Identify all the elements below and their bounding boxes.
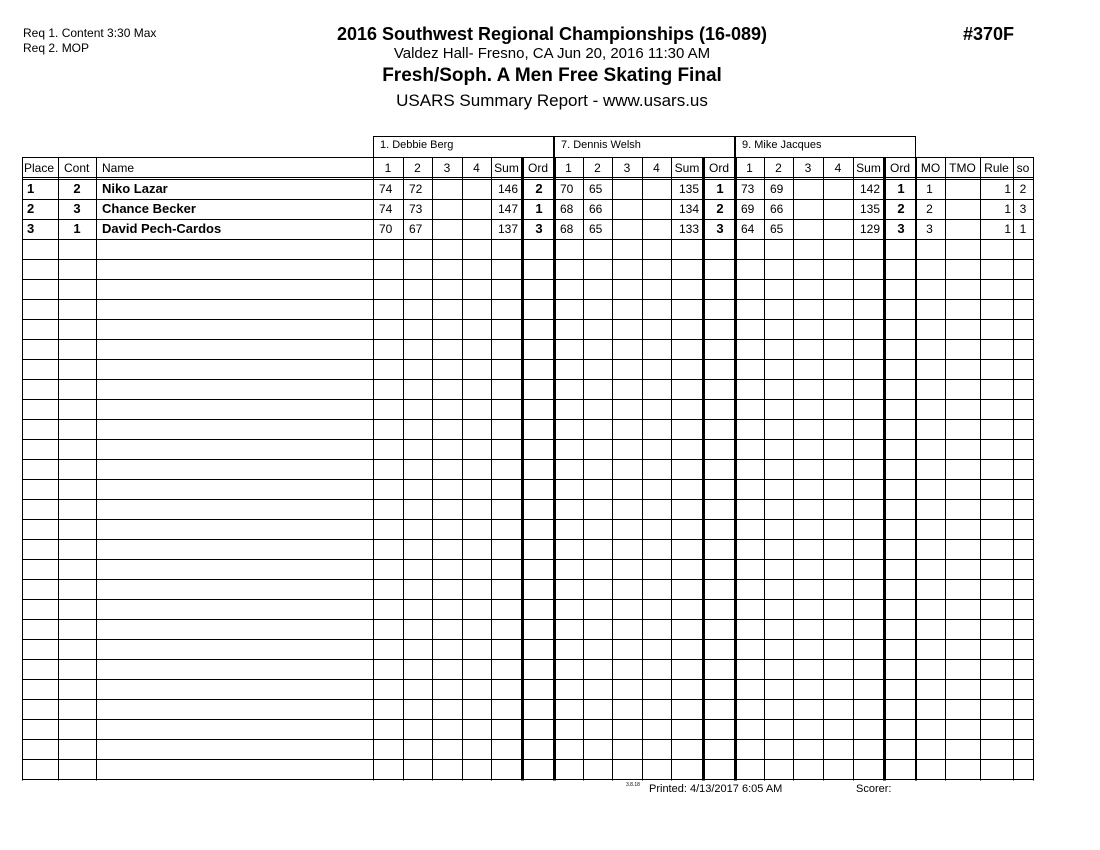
skater-name: David Pech-Cardos: [102, 221, 222, 236]
judge-name: 1. Debbie Berg: [380, 139, 454, 151]
header-judge3-col: 1: [746, 161, 753, 175]
header-mo: MO: [920, 161, 941, 175]
judge3-ordinal: 1: [897, 181, 905, 196]
judge3-score-2: 66: [770, 202, 784, 216]
judge2-sum: 133: [678, 222, 699, 236]
event-code: #370F: [963, 24, 1015, 44]
header-tmo: TMO: [949, 161, 976, 175]
header-judge1-col: Ord: [527, 161, 548, 175]
tmo-value: [947, 219, 978, 239]
judge3-score-1: 69: [741, 202, 755, 216]
header-judge1-col: 1: [384, 161, 392, 175]
version-number: 3.8.18: [626, 782, 640, 788]
judge3-score-2: 69: [770, 182, 784, 196]
place-value: 3: [27, 221, 35, 236]
cont-value: 3: [73, 201, 81, 216]
judge1-sum: 147: [497, 202, 518, 216]
requirement-1: Req 1. Content 3:30 Max: [23, 26, 157, 40]
judge2-score-2: 65: [589, 182, 603, 196]
header-judge3-col: 4: [834, 161, 842, 175]
report-title: USARS Summary Report - www.usars.us: [396, 91, 708, 110]
header-judge3-col: 3: [804, 161, 812, 175]
judge2-score-2: 66: [589, 202, 603, 216]
so-value: 2: [1019, 182, 1027, 196]
judge2-ordinal: 3: [716, 221, 724, 236]
header-judge2-col: Ord: [708, 161, 729, 175]
header-judge1-col: Sum: [494, 161, 519, 175]
venue-line: Valdez Hall- Fresno, CA Jun 20, 2016 11:30 AM: [393, 45, 711, 62]
printed-timestamp: Printed: 4/13/2017 6:05 AM: [649, 783, 783, 795]
rule-value: 1: [1004, 202, 1011, 216]
requirement-2: Req 2. MOP: [23, 41, 90, 55]
judge1-sum: 137: [497, 222, 518, 236]
judge3-sum: 129: [859, 222, 880, 236]
place-value: 2: [27, 201, 35, 216]
header-judge2-col: 4: [653, 161, 660, 175]
judge2-score-1: 70: [560, 182, 574, 196]
header-judge1-col: 2: [414, 161, 421, 175]
judge3-ordinal: 2: [897, 201, 905, 216]
judge3-score-1: 73: [741, 182, 755, 196]
competition-title: 2016 Southwest Regional Championships (16-089): [336, 24, 768, 44]
judge3-score-2: 65: [770, 222, 784, 236]
cont-value: 1: [73, 221, 81, 236]
rule-value: 1: [1004, 182, 1011, 196]
header-judge2-col: 3: [623, 161, 631, 175]
header-judge1-col: 3: [443, 161, 451, 175]
judge1-score-1: 74: [379, 182, 393, 196]
judge2-ordinal: 1: [716, 181, 724, 196]
cont-value: 2: [73, 181, 81, 196]
judge1-score-1: 70: [379, 222, 393, 236]
so-value: 3: [1019, 202, 1027, 216]
header-judge2-col: 2: [594, 161, 601, 175]
header-name: Name: [102, 161, 135, 175]
judge3-score-1: 64: [741, 222, 755, 236]
header-judge2-col: 1: [565, 161, 572, 175]
judge1-ordinal: 2: [535, 181, 543, 196]
mo-value: 2: [926, 202, 933, 216]
header-judge3-col: 2: [775, 161, 782, 175]
skater-name: Niko Lazar: [102, 181, 168, 196]
header-rule: Rule: [984, 161, 1009, 175]
tmo-value: [947, 199, 978, 219]
judge1-score-2: 67: [409, 222, 423, 236]
place-value: 1: [27, 181, 35, 196]
header-cont: Cont: [64, 161, 90, 175]
header-judge1-col: 4: [473, 161, 480, 175]
so-value: 1: [1019, 222, 1027, 236]
judge2-score-1: 68: [560, 202, 574, 216]
rule-value: 1: [1004, 222, 1011, 236]
tmo-value: [947, 179, 978, 199]
judge2-score-1: 68: [560, 222, 574, 236]
header-place: Place: [24, 161, 55, 175]
judge3-sum: 142: [859, 182, 880, 196]
mo-value: 3: [926, 222, 933, 236]
judge-name: 9. Mike Jacques: [742, 139, 822, 151]
judge1-score-2: 72: [409, 182, 423, 196]
event-title: Fresh/Soph. A Men Free Skating Final: [382, 65, 722, 86]
judge1-sum: 146: [497, 182, 518, 196]
judge-name: 7. Dennis Welsh: [561, 139, 641, 151]
header-so: so: [1016, 161, 1030, 175]
judge1-ordinal: 1: [535, 201, 543, 216]
mo-value: 1: [926, 182, 933, 196]
judge1-ordinal: 3: [535, 221, 543, 236]
judge2-sum: 135: [678, 182, 699, 196]
header-judge3-col: Ord: [889, 161, 910, 175]
judge2-ordinal: 2: [716, 201, 724, 216]
judge3-ordinal: 3: [897, 221, 905, 236]
judge2-score-2: 65: [589, 222, 603, 236]
judge1-score-1: 74: [379, 202, 393, 216]
judge1-score-2: 73: [409, 202, 423, 216]
skater-name: Chance Becker: [102, 201, 196, 216]
header-judge2-col: Sum: [674, 161, 700, 175]
judge3-sum: 135: [859, 202, 880, 216]
judge2-sum: 134: [678, 202, 699, 216]
header-judge3-col: Sum: [856, 161, 881, 175]
scorer-label: Scorer:: [856, 783, 892, 795]
